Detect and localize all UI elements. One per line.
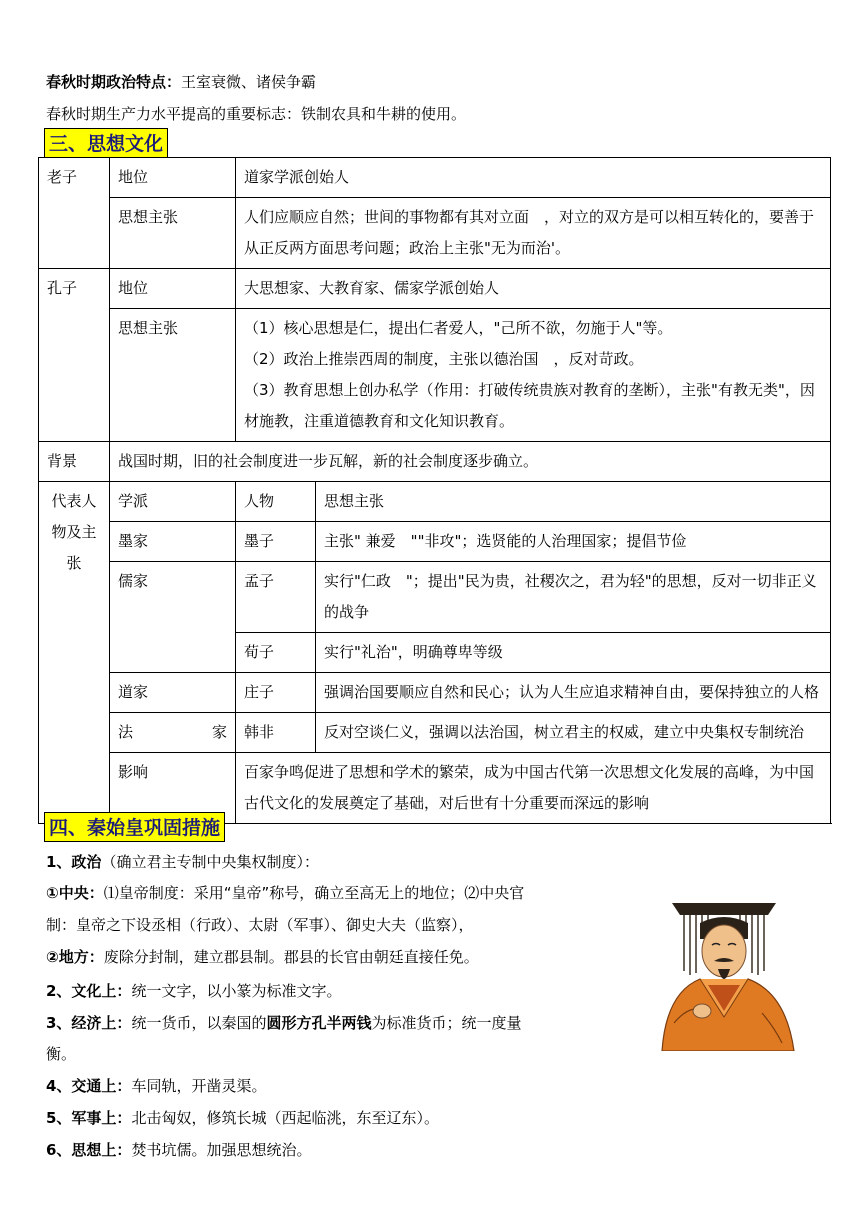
culture-label: 2、文化上： xyxy=(46,982,132,1000)
background-value: 战国时期，旧的社会制度进一步瓦解，新的社会制度逐步确立。 xyxy=(110,442,831,482)
influence-label: 影响 xyxy=(110,753,236,824)
kongzi-idea-1: （1）核心思想是仁，提出仁者爱人，"己所不欲，勿施于人"等。 xyxy=(244,319,673,337)
fajia-school-b: 家 xyxy=(211,723,227,741)
background-label: 背景 xyxy=(39,442,110,482)
economy-text-a: 统一货币，以秦国的 xyxy=(131,1014,267,1032)
local-label: ②地方： xyxy=(46,948,104,966)
hanfei-idea: 反对空谈仁义，强调以法治国，树立君主的权威，建立中央集权专制统治 xyxy=(316,713,831,753)
table-row xyxy=(39,198,831,269)
kongzi-idea-3: （3）教育思想上创办私学（作用：打破传统贵族对教育的垄断），主张"有教无类"，因材施教，注重道德教育和文化知识教育。 xyxy=(244,381,815,430)
reps-head-school: 学派 xyxy=(110,482,236,522)
reps-label: 代表人物及主张 xyxy=(39,482,110,824)
emperor-portrait-illustration xyxy=(644,893,804,1051)
politics-text: （确立君主专制中央集权制度）： xyxy=(101,853,319,871)
thought-text: 焚书坑儒。加强思想统治。 xyxy=(131,1141,312,1159)
mengzi-idea: 实行"仁政 "；提出"民为贵，社稷次之，君为轻"的思想，反对一切非正义的战争 xyxy=(316,562,831,633)
economy-line xyxy=(46,1013,522,1033)
culture-line xyxy=(46,981,341,1001)
intro-line-1 xyxy=(46,72,316,92)
table-row xyxy=(39,482,831,522)
military-line xyxy=(46,1108,439,1128)
section-3-title: 三、思想文化 xyxy=(44,128,168,158)
table-row xyxy=(39,673,831,713)
xunzi-person: 荀子 xyxy=(236,633,316,673)
thought-label: 6、思想上： xyxy=(46,1141,132,1159)
economy-bold: 圆形方孔半两钱 xyxy=(266,1014,372,1032)
mojia-school: 墨家 xyxy=(110,522,236,562)
economy-label: 3、经济上： xyxy=(46,1014,132,1032)
economy-text-b: 为标准货币；统一度量 xyxy=(371,1014,522,1032)
laozi-cell: 老子 xyxy=(39,158,110,269)
kongzi-pos-label: 地位 xyxy=(110,269,236,309)
thought-culture-table xyxy=(38,157,831,824)
table-row xyxy=(39,713,831,753)
table-row xyxy=(39,309,831,442)
table-row xyxy=(39,269,831,309)
politics-label: 1、政治 xyxy=(46,853,102,871)
daojia-school: 道家 xyxy=(110,673,236,713)
intro-label: 春秋时期政治特点： xyxy=(46,73,182,91)
table-row xyxy=(39,158,831,198)
table-row xyxy=(39,522,831,562)
economy-line-2: 衡。 xyxy=(46,1045,77,1063)
traffic-line xyxy=(46,1076,266,1096)
rujia-school: 儒家 xyxy=(110,562,236,673)
fajia-school xyxy=(110,713,236,753)
mojia-person: 墨子 xyxy=(236,522,316,562)
kongzi-cell: 孔子 xyxy=(39,269,110,442)
kongzi-idea-label: 思想主张 xyxy=(110,309,236,442)
thought-line xyxy=(46,1140,311,1160)
center-line-2: 制：皇帝之下设丞相（行政）、太尉（军事）、御史大夫（监察）， xyxy=(46,916,474,934)
table-row xyxy=(39,442,831,482)
military-label: 5、军事上： xyxy=(46,1109,132,1127)
reps-head-idea: 思想主张 xyxy=(316,482,831,522)
military-text: 北击匈奴，修筑长城（西起临洮，东至辽东）。 xyxy=(131,1109,439,1127)
section-4-title: 四、秦始皇巩固措施 xyxy=(44,812,225,842)
politics-line xyxy=(46,852,319,872)
hanfei-person: 韩非 xyxy=(236,713,316,753)
laozi-idea-value: 人们应顺应自然；世间的事物都有其对立面 ，对立的双方是可以相互转化的，要善于从正反两方面思考问题；政治上主张"无为而治'。 xyxy=(236,198,831,269)
reps-head-person: 人物 xyxy=(236,482,316,522)
local-text: 废除分封制，建立郡县制。郡县的长官由朝廷直接任免。 xyxy=(103,948,479,966)
traffic-text: 车同轨，开凿灵渠。 xyxy=(131,1077,267,1095)
intro-line-2: 春秋时期生产力水平提高的重要标志：铁制农具和牛耕的使用。 xyxy=(46,105,467,123)
fajia-school-spread xyxy=(118,717,227,748)
center-text-1: ⑴皇帝制度：采用“皇帝”称号，确立至高无上的地位；⑵中央官 xyxy=(103,884,525,902)
kongzi-idea-2: （2）政治上推崇西周的制度，主张以德治国 ，反对苛政。 xyxy=(244,350,644,368)
kongzi-idea-value xyxy=(236,309,831,442)
xunzi-idea: 实行"礼治"，明确尊卑等级 xyxy=(316,633,831,673)
zhuangzi-person: 庄子 xyxy=(236,673,316,713)
laozi-idea-label: 思想主张 xyxy=(110,198,236,269)
laozi-pos-value: 道家学派创始人 xyxy=(236,158,831,198)
traffic-label: 4、交通上： xyxy=(46,1077,132,1095)
local-line xyxy=(46,947,479,967)
center-label: ①中央： xyxy=(46,884,104,902)
table-row xyxy=(39,562,831,633)
kongzi-pos-value: 大思想家、大教育家、儒家学派创始人 xyxy=(236,269,831,309)
influence-value: 百家争鸣促进了思想和学术的繁荣，成为中国古代第一次思想文化发展的高峰，为中国古代文化的发展奠定了基础，对后世有十分重要而深远的影响 xyxy=(236,753,831,824)
intro-text: 王室衰微、诸侯争霸 xyxy=(181,73,317,91)
mengzi-person: 孟子 xyxy=(236,562,316,633)
mojia-idea: 主张" 兼爱 ""非攻"；选贤能的人治理国家；提倡节俭 xyxy=(316,522,831,562)
culture-text: 统一文字，以小篆为标准文字。 xyxy=(131,982,342,1000)
fajia-school-a: 法 xyxy=(118,723,134,741)
zhuangzi-idea: 强调治国要顺应自然和民心；认为人生应追求精神自由，要保持独立的人格 xyxy=(316,673,831,713)
center-line-1 xyxy=(46,883,524,903)
laozi-pos-label: 地位 xyxy=(110,158,236,198)
